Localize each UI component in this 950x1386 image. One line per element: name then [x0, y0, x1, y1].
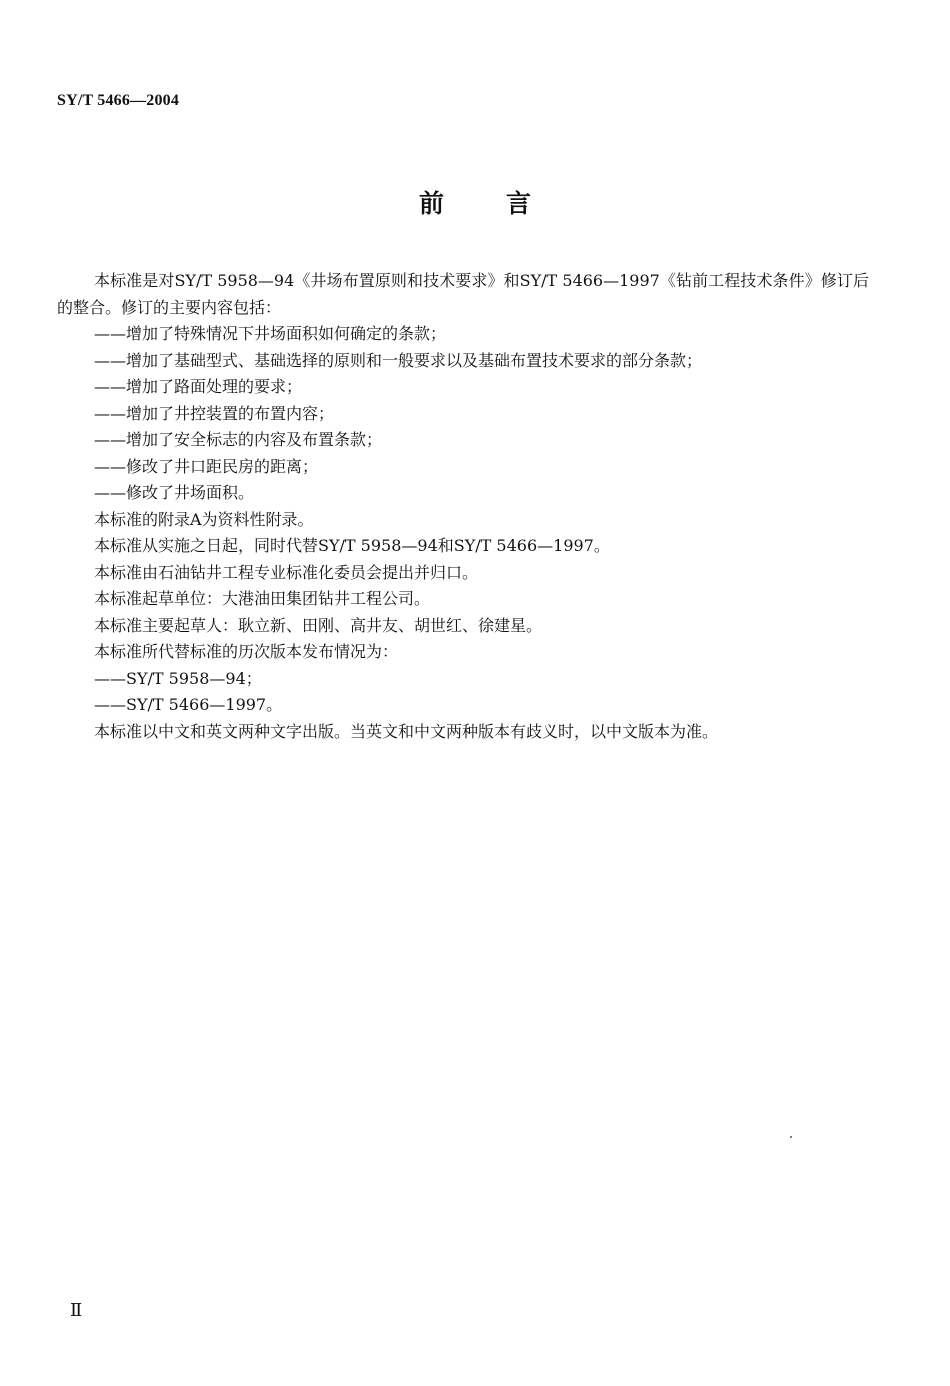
intro-paragraph: 本标准是对SY/T 5958—94《井场布置原则和技术要求》和SY/T 5466—1997《钻前工程技术条件》修订后的整合。修订的主要内容包括：	[57, 271, 869, 317]
history-item: ——SY/T 5958—94；	[94, 668, 262, 688]
scan-speck	[790, 1136, 792, 1138]
history-intro: 本标准所代替标准的历次版本发布情况为：	[94, 642, 399, 661]
change-item: ——增加了井控装置的布置内容；	[94, 403, 335, 423]
history-item: ——SY/T 5466—1997。	[94, 695, 283, 714]
standard-code: SY/T 5466—2004	[57, 92, 180, 109]
change-item: ——增加了路面处理的要求；	[94, 377, 303, 396]
change-item: ——修改了井场面积。	[94, 483, 255, 502]
change-item: ——增加了安全标志的内容及布置条款；	[94, 430, 383, 449]
change-item: ——修改了井口距民房的距离；	[94, 456, 319, 476]
foreword-body	[57, 268, 869, 745]
page-number: Ⅱ	[70, 1300, 83, 1320]
appendix-note: 本标准的附录A为资料性附录。	[94, 509, 314, 529]
drafting-unit: 本标准起草单位：大港油田集团钻井工程公司。	[94, 589, 431, 608]
page-title: 前言	[418, 189, 593, 218]
language-note: 本标准以中文和英文两种文字出版。当英文和中文两种版本有歧义时，以中文版本为准。	[94, 721, 719, 741]
committee-note: 本标准由石油钻井工程专业标准化委员会提出并归口。	[94, 562, 479, 582]
drafters: 本标准主要起草人：耿立新、田刚、高井友、胡世红、徐建星。	[94, 615, 543, 635]
replacement-note: 本标准从实施之日起，同时代替SY/T 5958—94和SY/T 5466—1997。	[94, 536, 610, 555]
change-item: ——增加了特殊情况下井场面积如何确定的条款；	[94, 324, 447, 343]
change-item: ——增加了基础型式、基础选择的原则和一般要求以及基础布置技术要求的部分条款；	[94, 350, 703, 370]
